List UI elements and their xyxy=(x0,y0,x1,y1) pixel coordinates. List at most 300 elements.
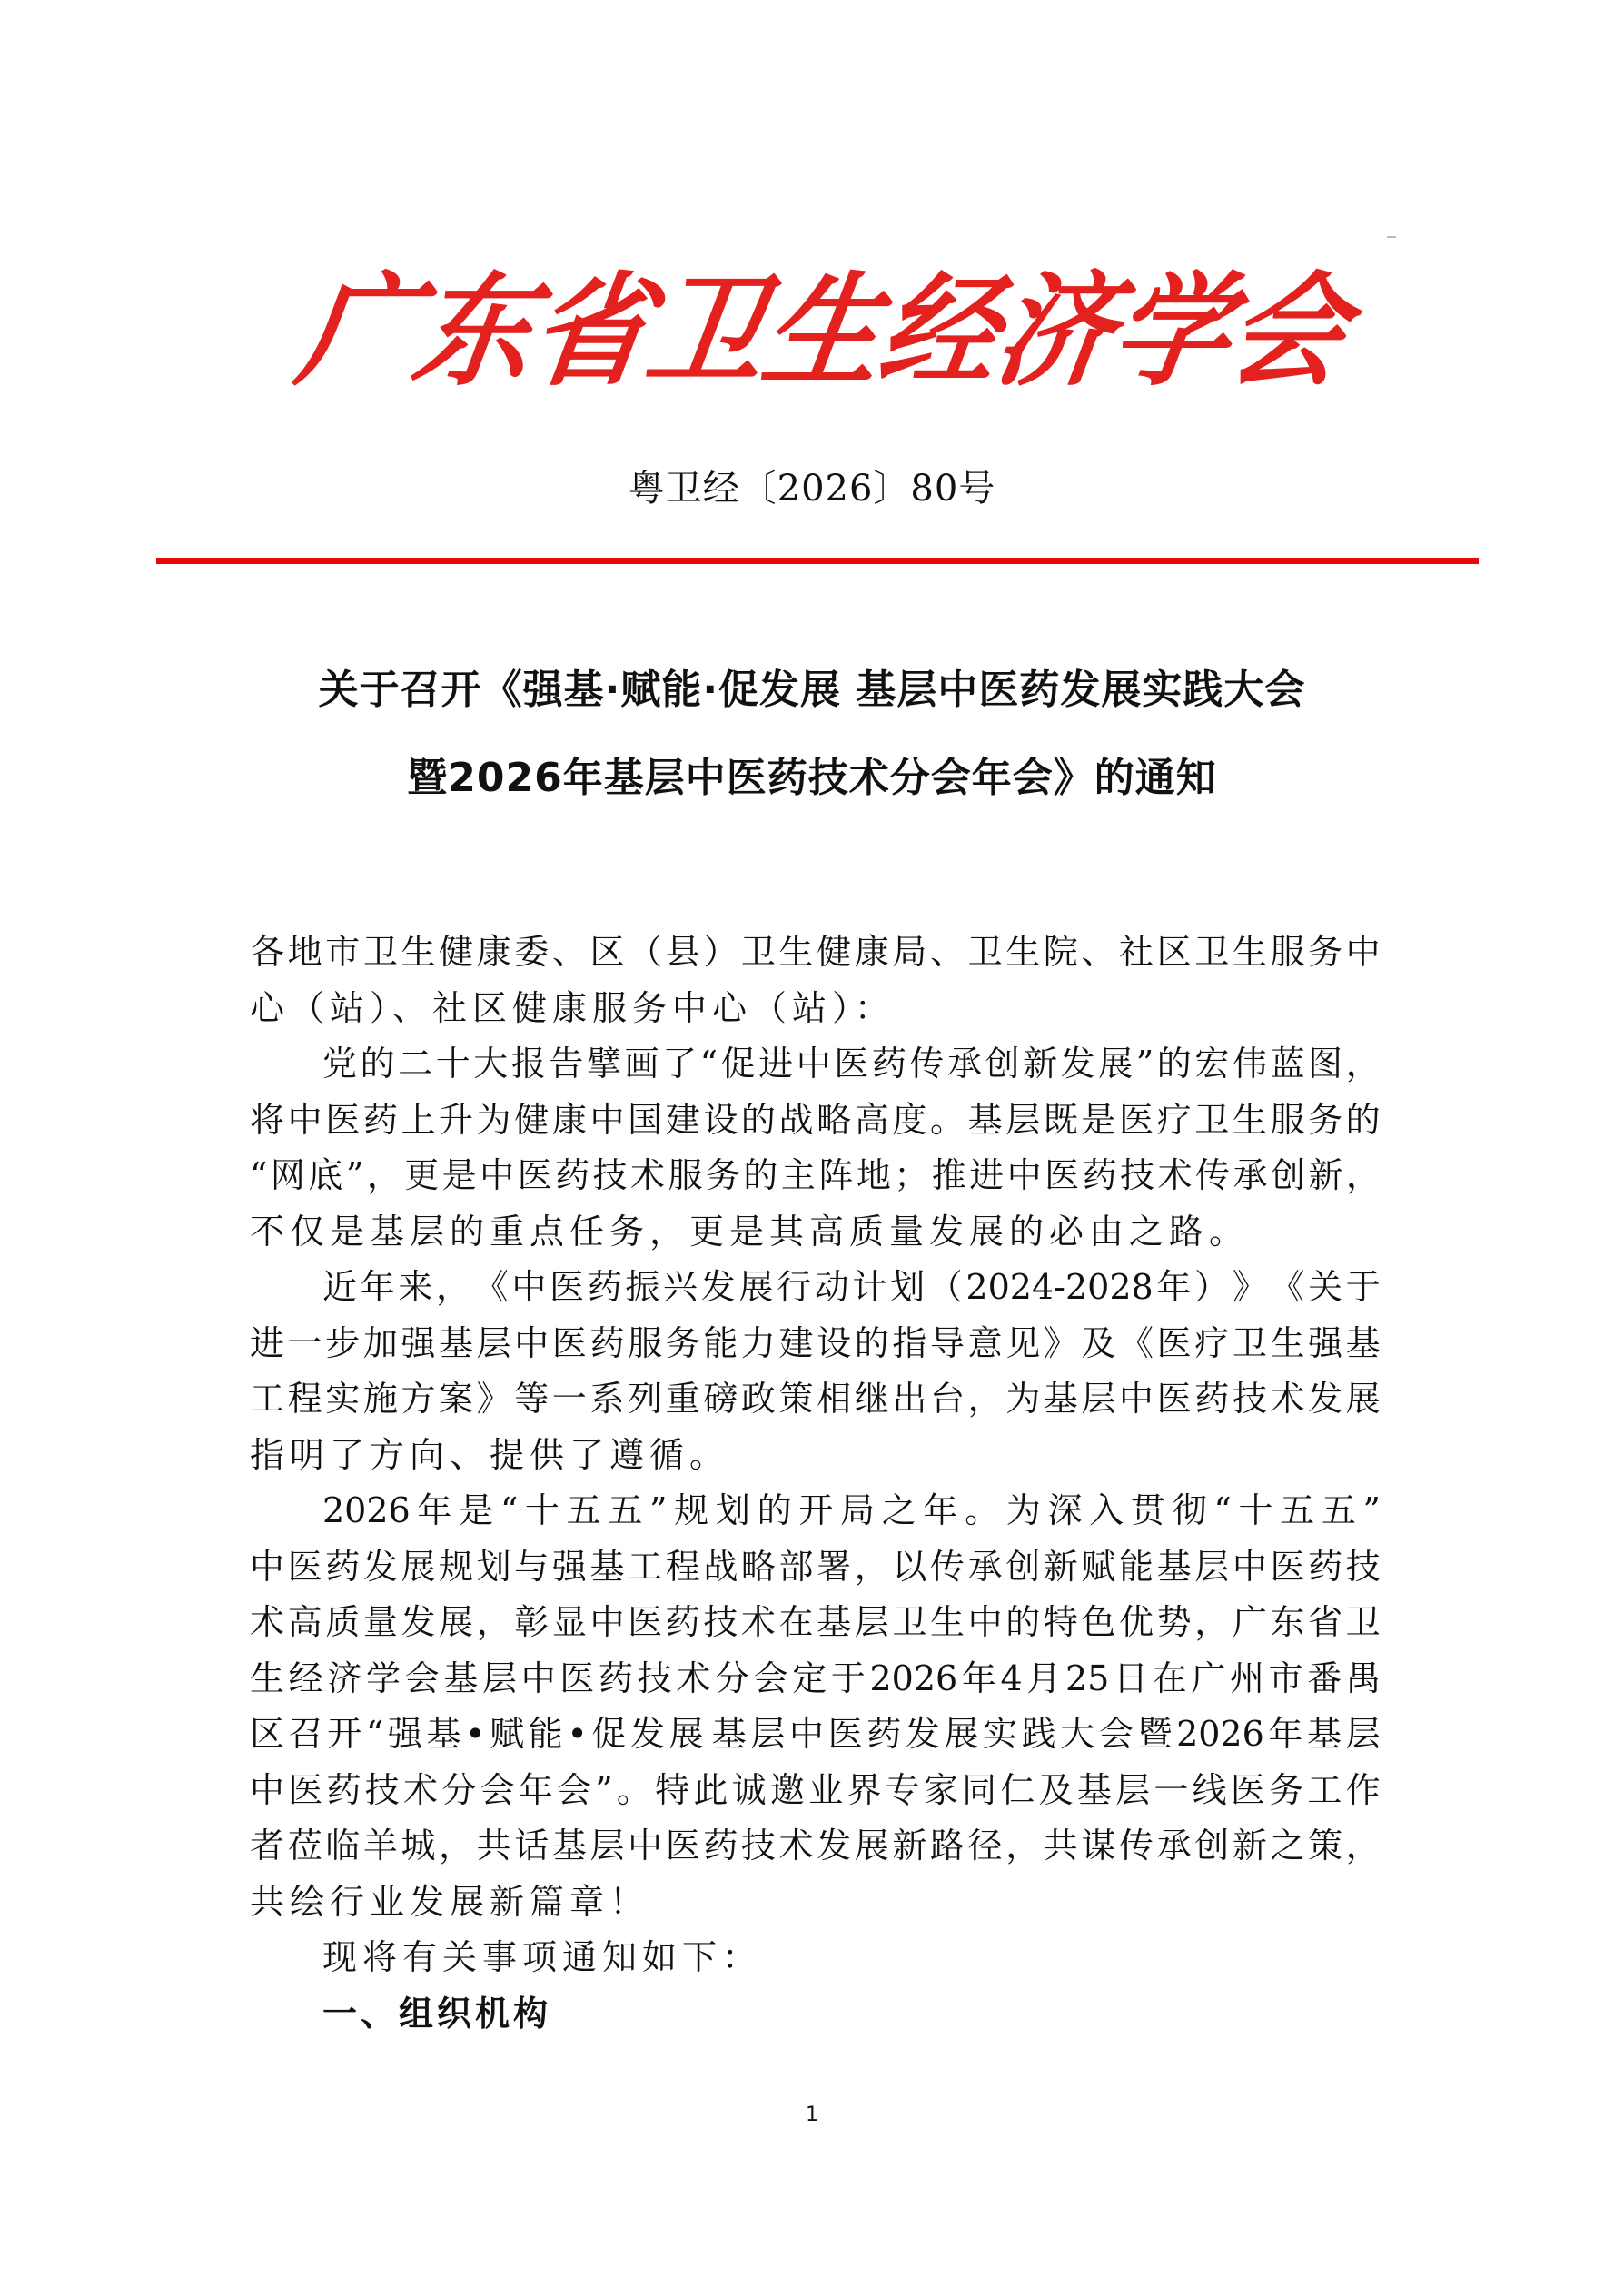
glyph: 医 xyxy=(827,1714,863,1754)
body-line xyxy=(250,1651,1381,1707)
glyph: “ xyxy=(1213,1490,1232,1530)
glyph: 。 xyxy=(965,1490,1000,1530)
glyph: 显 xyxy=(551,1602,587,1642)
glyph: 振 xyxy=(625,1267,660,1307)
glyph: 传 xyxy=(1195,1155,1231,1195)
glyph: 生 xyxy=(401,932,436,972)
glyph: 是 xyxy=(459,1490,494,1530)
glyph: 2024-2028 xyxy=(965,1267,1154,1307)
glyph: 疗 xyxy=(1194,1322,1230,1363)
glyph: 中 xyxy=(967,1602,1003,1642)
glyph: 展 xyxy=(738,1267,774,1307)
glyph: 网 xyxy=(270,1155,305,1195)
glyph: 促 xyxy=(591,1714,627,1754)
glyph: 邀 xyxy=(769,1769,805,1810)
glyph: 计 xyxy=(852,1267,887,1307)
glyph: 地 xyxy=(856,1155,891,1195)
section-heading: 一、组织机构 xyxy=(322,1993,552,2034)
glyph: 东 xyxy=(1270,1602,1305,1642)
glyph: 十 xyxy=(1238,1490,1273,1530)
glyph: 莅 xyxy=(287,1826,322,1866)
masthead-char: 省 xyxy=(521,260,659,403)
glyph: 层 xyxy=(1115,1769,1151,1810)
glyph: 五 xyxy=(566,1490,601,1530)
glyph: 会 xyxy=(557,1769,592,1810)
glyph: 战 xyxy=(778,1099,814,1140)
glyph: 层 xyxy=(476,1322,511,1363)
glyph: 设 xyxy=(817,1322,852,1363)
glyph: 展 xyxy=(1098,1044,1134,1084)
glyph: 家 xyxy=(923,1769,958,1810)
glyph: 是 xyxy=(1081,1099,1116,1140)
glyph: 》 xyxy=(1043,1322,1078,1363)
glyph: 、 xyxy=(1081,932,1116,972)
glyph: 蓝 xyxy=(1270,1044,1305,1084)
glyph: 州 xyxy=(1229,1658,1264,1698)
glyph: 术 xyxy=(740,1602,776,1642)
glyph: 药 xyxy=(871,1044,906,1084)
glyph: 见 xyxy=(1005,1322,1041,1363)
glyph: 市 xyxy=(1268,1658,1303,1698)
glyph: 基 xyxy=(443,1658,479,1698)
glyph: 、 xyxy=(551,932,587,972)
glyph: 基 xyxy=(711,1714,747,1754)
glyph: 关 xyxy=(1308,1267,1343,1307)
glyph: 承 xyxy=(1156,1826,1192,1866)
glyph: （ xyxy=(927,1267,963,1307)
glyph: 的 xyxy=(1156,1044,1192,1084)
glyph: 技 xyxy=(1345,1546,1381,1587)
glyph: 的 xyxy=(360,1044,395,1084)
glyph: 程 xyxy=(665,1546,700,1587)
glyph: 药 xyxy=(866,1714,902,1754)
glyph: 之 xyxy=(881,1490,916,1530)
glyph: 话 xyxy=(514,1826,550,1866)
body-line: 共绘行业发展新篇章！ xyxy=(250,1881,650,1922)
glyph: 行 xyxy=(777,1267,812,1307)
glyph: 台 xyxy=(929,1379,965,1419)
glyph: 划 xyxy=(476,1546,511,1587)
glyph: 质 xyxy=(325,1602,361,1642)
glyph: 技 xyxy=(364,1769,400,1810)
glyph: 中 xyxy=(480,1155,515,1195)
glyph: 社 xyxy=(1119,932,1154,972)
document-number: 粤卫经〔2026〕80号 xyxy=(628,468,996,510)
glyph: 技 xyxy=(637,1658,672,1698)
glyph: 业 xyxy=(808,1769,844,1810)
glyph: 卫 xyxy=(1194,932,1230,972)
glyph: 市 xyxy=(325,932,361,972)
glyph: 层 xyxy=(1005,1099,1041,1140)
glyph: 召 xyxy=(288,1714,323,1754)
glyph: 同 xyxy=(962,1769,997,1810)
glyph: 2026 xyxy=(322,1490,411,1530)
glyph: • xyxy=(465,1714,486,1754)
glyph: ， xyxy=(476,1602,511,1642)
glyph: 升 xyxy=(439,1099,474,1140)
glyph: 工 xyxy=(250,1379,285,1419)
glyph: 25 xyxy=(1065,1658,1110,1698)
glyph: 承 xyxy=(1233,1155,1268,1195)
glyph: 中 xyxy=(520,1658,556,1698)
glyph: 务 xyxy=(665,1322,700,1363)
glyph: 技 xyxy=(592,1155,628,1195)
glyph: 创 xyxy=(985,1044,1020,1084)
glyph: “ xyxy=(500,1490,519,1530)
glyph: 展 xyxy=(401,1546,436,1587)
glyph: 五 xyxy=(1321,1490,1356,1530)
body-line xyxy=(250,1763,1381,1819)
glyph: 既 xyxy=(1043,1099,1078,1140)
glyph: 导 xyxy=(929,1322,965,1363)
glyph: 会 xyxy=(753,1658,788,1698)
glyph: ” xyxy=(1362,1490,1381,1530)
glyph: 承 xyxy=(946,1044,982,1084)
glyph: 势 xyxy=(1156,1602,1192,1642)
glyph: 在 xyxy=(778,1602,814,1642)
glyph: 高 xyxy=(854,1099,889,1140)
glyph: 大 xyxy=(473,1044,509,1084)
glyph: 经 xyxy=(288,1658,323,1698)
glyph: 技 xyxy=(1120,1155,1155,1195)
glyph: 传 xyxy=(929,1546,965,1587)
glyph: 层 xyxy=(1081,1379,1116,1419)
glyph: 承 xyxy=(967,1546,1003,1587)
glyph: 实 xyxy=(983,1714,1018,1754)
glyph: 进 xyxy=(969,1155,1005,1195)
glyph: 层 xyxy=(589,1826,625,1866)
glyph: 略 xyxy=(740,1546,776,1587)
glyph: ” xyxy=(345,1155,364,1195)
glyph: 中 xyxy=(1119,1379,1154,1419)
glyph: 医 xyxy=(1156,1322,1192,1363)
glyph: 创 xyxy=(1270,1155,1305,1195)
glyph: 中 xyxy=(287,1099,322,1140)
masthead-char: 学 xyxy=(1104,260,1241,403)
glyph: 广 xyxy=(1191,1658,1226,1698)
glyph: 略 xyxy=(817,1099,852,1140)
glyph: 医 xyxy=(288,1769,323,1810)
glyph: 委 xyxy=(514,932,550,972)
glyph: 意 xyxy=(967,1322,1003,1363)
glyph: ， xyxy=(1345,1044,1381,1084)
glyph: 医 xyxy=(665,1826,700,1866)
glyph: 上 xyxy=(401,1099,436,1140)
masthead-char: 生 xyxy=(754,260,892,403)
glyph: 药 xyxy=(325,1546,361,1587)
glyph: 优 xyxy=(1119,1602,1154,1642)
glyph: 重 xyxy=(665,1379,700,1419)
glyph: 2026 xyxy=(1176,1714,1264,1754)
glyph: 年 xyxy=(417,1490,452,1530)
glyph: 区 xyxy=(1156,932,1192,972)
glyph: 于 xyxy=(830,1658,866,1698)
glyph: 城 xyxy=(401,1826,436,1866)
glyph: 中 xyxy=(796,1044,831,1084)
glyph: 年 xyxy=(923,1490,958,1530)
glyph: 生 xyxy=(778,932,814,972)
glyph: 基 xyxy=(1306,1714,1342,1754)
glyph: 五 xyxy=(608,1490,643,1530)
glyph: 践 xyxy=(1021,1714,1056,1754)
glyph: 医 xyxy=(1230,1769,1265,1810)
glyph: 创 xyxy=(1005,1546,1041,1587)
body-line xyxy=(250,1316,1381,1372)
glyph: ； xyxy=(894,1155,929,1195)
glyph: 广 xyxy=(1232,1602,1267,1642)
glyph: 动 xyxy=(814,1267,849,1307)
glyph: 了 xyxy=(662,1044,698,1084)
glyph: 会 xyxy=(480,1769,515,1810)
glyph: 层 xyxy=(1194,1546,1230,1587)
glyph: 伟 xyxy=(1232,1044,1267,1084)
glyph: 技 xyxy=(1232,1379,1267,1419)
glyph: 图 xyxy=(1308,1044,1343,1084)
glyph: 彰 xyxy=(514,1602,550,1642)
glyph: 一 xyxy=(287,1322,322,1363)
glyph: 医 xyxy=(1045,1155,1080,1195)
glyph: 指 xyxy=(892,1322,927,1363)
glyph: 基 xyxy=(551,1826,587,1866)
glyph: 五 xyxy=(1280,1490,1315,1530)
glyph: 的 xyxy=(1005,1602,1041,1642)
glyph: 康 xyxy=(551,1099,587,1140)
glyph: ， xyxy=(366,1155,401,1195)
glyph: 药 xyxy=(703,1826,738,1866)
glyph: 擘 xyxy=(586,1044,621,1084)
glyph: 策 xyxy=(1308,1826,1343,1866)
glyph: 传 xyxy=(909,1044,945,1084)
glyph: 医 xyxy=(325,1099,361,1140)
glyph: 展 xyxy=(668,1714,704,1754)
glyph: 开 xyxy=(327,1714,362,1754)
glyph: 医 xyxy=(1119,1099,1154,1140)
glyph: 发 xyxy=(905,1714,940,1754)
glyph: “ xyxy=(699,1044,718,1084)
glyph: 日 xyxy=(1114,1658,1149,1698)
glyph: 《 xyxy=(1270,1267,1305,1307)
glyph: 强 xyxy=(401,1322,436,1363)
glyph: 务 xyxy=(1269,1769,1304,1810)
glyph: 技 xyxy=(740,1826,776,1866)
glyph: 进 xyxy=(250,1322,285,1363)
glyph: 展 xyxy=(854,1826,889,1866)
glyph: 术 xyxy=(250,1602,285,1642)
glyph: 建 xyxy=(665,1099,700,1140)
glyph: 二 xyxy=(398,1044,433,1084)
glyph: 健 xyxy=(439,932,474,972)
masthead-org-name xyxy=(289,254,1357,409)
glyph: 一 xyxy=(551,1379,587,1419)
glyph: 力 xyxy=(740,1322,776,1363)
glyph: 术 xyxy=(403,1769,439,1810)
glyph: 规 xyxy=(674,1490,709,1530)
glyph: ” xyxy=(649,1490,668,1530)
glyph: 层 xyxy=(854,1602,889,1642)
glyph: 年 xyxy=(1268,1714,1303,1754)
glyph: 中 xyxy=(589,1602,625,1642)
masthead-char: 济 xyxy=(987,260,1124,403)
glyph: 基 xyxy=(1043,1379,1078,1419)
glyph: 传 xyxy=(1119,1826,1154,1866)
glyph: 卫 xyxy=(1194,1099,1230,1140)
glyph: 与 xyxy=(514,1546,550,1587)
glyph: 线 xyxy=(1192,1769,1227,1810)
glyph: 、 xyxy=(929,932,965,972)
glyph: 番 xyxy=(1307,1658,1342,1698)
glyph: 。 xyxy=(616,1769,651,1810)
glyph: 基 xyxy=(589,1546,625,1587)
glyph: 卫 xyxy=(1345,1602,1381,1642)
glyph: 年 xyxy=(961,1658,996,1698)
glyph: 会 xyxy=(1098,1714,1134,1754)
glyph: 告 xyxy=(549,1044,584,1084)
glyph: 中 xyxy=(1232,1546,1267,1587)
glyph: 特 xyxy=(655,1769,690,1810)
glyph: 中 xyxy=(628,1826,663,1866)
body-line: 现将有关事项通知如下： xyxy=(322,1937,763,1977)
glyph: 药 xyxy=(587,1267,622,1307)
body-line: 指明了方向、提供了遵循。 xyxy=(250,1434,730,1475)
glyph: ） xyxy=(1194,1267,1230,1307)
glyph: 磅 xyxy=(703,1379,738,1419)
glyph: 服 xyxy=(1270,1099,1305,1140)
glyph: 卫 xyxy=(892,1602,927,1642)
glyph: 新 xyxy=(1308,1155,1343,1195)
glyph: 发 xyxy=(1308,1379,1343,1419)
glyph: 医 xyxy=(517,1155,552,1195)
glyph: 报 xyxy=(510,1044,546,1084)
glyph: 生 xyxy=(1270,1322,1305,1363)
glyph: 各 xyxy=(250,932,285,972)
glyph: 等 xyxy=(514,1379,550,1419)
body-line xyxy=(250,925,1381,981)
glyph: 》 xyxy=(476,1379,511,1419)
glyph: 之 xyxy=(1270,1826,1305,1866)
glyph: 药 xyxy=(326,1769,361,1810)
glyph: 画 xyxy=(624,1044,659,1084)
glyph: 局 xyxy=(892,932,927,972)
glyph: 的 xyxy=(854,1322,889,1363)
glyph: 高 xyxy=(287,1602,322,1642)
glyph: 务 xyxy=(1308,1099,1343,1140)
glyph: 发 xyxy=(629,1714,665,1754)
glyph: 工 xyxy=(628,1546,663,1587)
glyph: 药 xyxy=(1308,1546,1343,1587)
glyph: 及 xyxy=(1081,1322,1116,1363)
glyph: 技 xyxy=(703,1602,738,1642)
glyph: ， xyxy=(854,1546,889,1587)
glyph: 卫 xyxy=(740,932,776,972)
glyph: 基 xyxy=(967,1099,1003,1140)
glyph: 服 xyxy=(668,1155,703,1195)
glyph: 医 xyxy=(628,1602,663,1642)
glyph: 服 xyxy=(1270,932,1305,972)
glyph: 入 xyxy=(1089,1490,1124,1530)
glyph: 生 xyxy=(250,1658,285,1698)
masthead-char: 会 xyxy=(1220,260,1357,403)
glyph: 药 xyxy=(665,1602,700,1642)
glyph: 康 xyxy=(476,932,511,972)
glyph: 县 xyxy=(665,932,700,972)
glyph: 术 xyxy=(778,1826,814,1866)
glyph: 分 xyxy=(714,1658,749,1698)
glyph: 及 xyxy=(1038,1769,1074,1810)
glyph: 药 xyxy=(362,1099,398,1140)
glyph: 术 xyxy=(1270,1379,1305,1419)
glyph: 《 xyxy=(1119,1322,1154,1363)
glyph: （ xyxy=(628,932,663,972)
glyph: 省 xyxy=(1308,1602,1343,1642)
glyph: 贯 xyxy=(1130,1490,1165,1530)
glyph: “ xyxy=(250,1155,268,1195)
glyph: 地 xyxy=(287,932,322,972)
glyph: 程 xyxy=(287,1379,322,1419)
glyph: 月 xyxy=(1026,1658,1062,1698)
glyph: 能 xyxy=(528,1714,563,1754)
glyph: 中 xyxy=(250,1546,285,1587)
glyph: 系 xyxy=(589,1379,625,1419)
glyph: 能 xyxy=(703,1322,738,1363)
glyph: 层 xyxy=(750,1714,786,1754)
glyph: 能 xyxy=(1119,1546,1154,1587)
red-divider xyxy=(156,558,1479,564)
glyph: 卫 xyxy=(967,932,1003,972)
glyph: 近 xyxy=(322,1267,358,1307)
glyph: 彻 xyxy=(1172,1490,1207,1530)
glyph: 医 xyxy=(551,1322,587,1363)
glyph: ， xyxy=(967,1379,1003,1419)
glyph: 的 xyxy=(757,1490,792,1530)
glyph: 卫 xyxy=(362,932,398,972)
glyph: 中 xyxy=(1006,1155,1042,1195)
glyph: 署 xyxy=(817,1546,852,1587)
body-line xyxy=(250,1483,1381,1539)
glyph: 色 xyxy=(1081,1602,1116,1642)
glyph: 为 xyxy=(476,1099,511,1140)
glyph: 医 xyxy=(834,1044,869,1084)
glyph: 开 xyxy=(798,1490,834,1530)
glyph: 新 xyxy=(1232,1826,1267,1866)
glyph: 谋 xyxy=(1081,1826,1116,1866)
glyph: 宏 xyxy=(1194,1044,1230,1084)
glyph: 基 xyxy=(1076,1769,1112,1810)
glyph: 医 xyxy=(559,1658,595,1698)
glyph: 区 xyxy=(250,1714,285,1754)
glyph: 规 xyxy=(439,1546,474,1587)
glyph: 进 xyxy=(758,1044,794,1084)
glyph: 基 xyxy=(426,1714,461,1754)
glyph: 于 xyxy=(1345,1267,1381,1307)
glyph: ， xyxy=(1345,1155,1381,1195)
masthead-char: 东 xyxy=(405,260,543,403)
glyph: 术 xyxy=(630,1155,666,1195)
glyph: 药 xyxy=(555,1155,590,1195)
glyph: 界 xyxy=(847,1769,882,1810)
glyph: 》 xyxy=(1232,1267,1267,1307)
body-line xyxy=(250,1148,1381,1204)
glyph: 是 xyxy=(441,1155,477,1195)
glyph: 4 xyxy=(1000,1658,1023,1698)
glyph: 赋 xyxy=(490,1714,525,1754)
glyph: 十 xyxy=(435,1044,470,1084)
glyph: ” xyxy=(595,1769,613,1810)
glyph: 案 xyxy=(439,1379,474,1419)
glyph: 一 xyxy=(1154,1769,1189,1810)
glyph: 学 xyxy=(365,1658,401,1698)
glyph: 新 xyxy=(892,1826,927,1866)
glyph: 设 xyxy=(703,1099,738,1140)
